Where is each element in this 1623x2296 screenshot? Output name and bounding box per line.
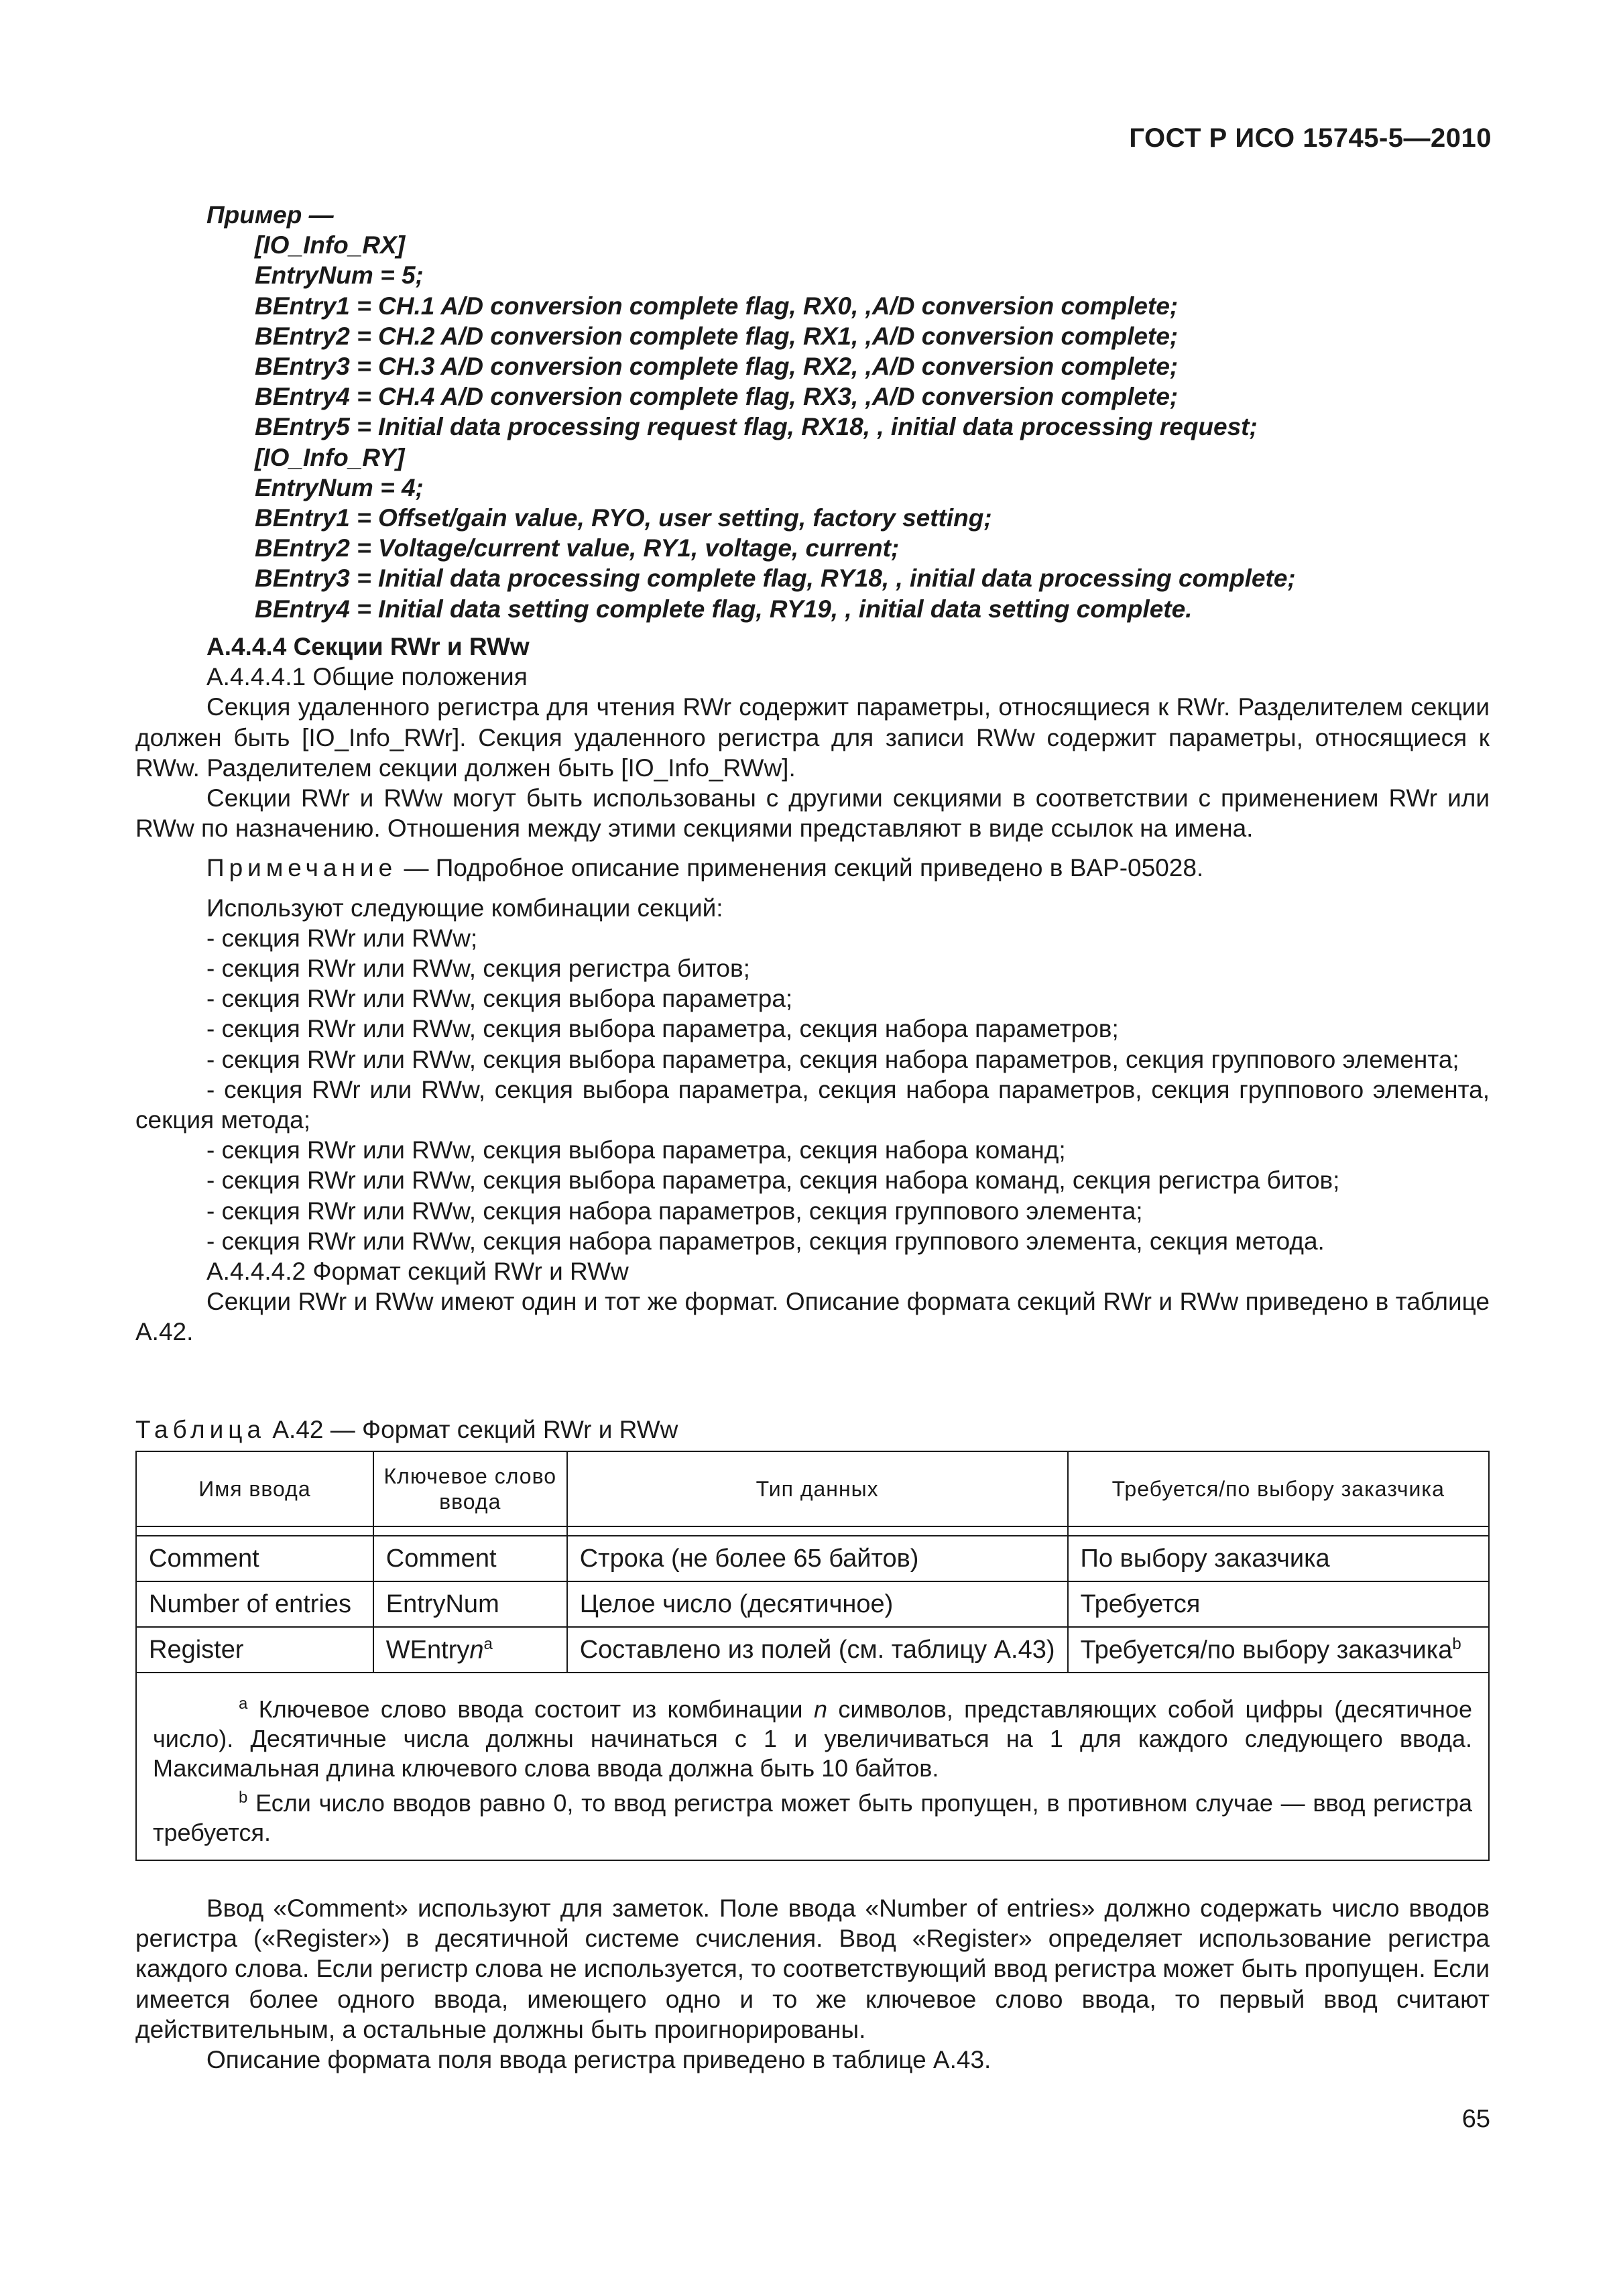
footnote-b: [153, 1783, 1472, 1848]
paragraph: Описание формата поля ввода регистра приведено в таблице А.43.: [206, 2046, 991, 2074]
table-cell: Требуется: [1068, 1581, 1489, 1627]
table-footnote-row: [136, 1673, 1489, 1860]
paragraph: Секция удаленного регистра для чтения RWr содержит параметры, относящиеся к RWr. Разделителем секции должен быть [IO_Info_RWr]. Секция удаленного регистра для записи RWw содержит параметры, относящиеся к RWw. Разделителем секции должен быть [IO_Info_RWw].: [135, 693, 1490, 782]
requirement-text: Требуется/по выбору заказчика: [1080, 1636, 1453, 1665]
table-cell: [373, 1627, 567, 1673]
note: [135, 853, 1490, 883]
table-caption: [135, 1416, 678, 1444]
footnote-b-marker: b: [239, 1789, 248, 1807]
list-intro: Используют следующие комбинации секций:: [206, 894, 723, 922]
list-item: - секция RWr или RWw, секция регистра битов;: [206, 955, 750, 983]
table-cell: [1068, 1627, 1489, 1673]
list-item: - секция RWr или RWw, секция выбора параметра, секция набора команд;: [206, 1136, 1066, 1164]
list-item: - секция RWr или RWw, секция набора параметров, секция группового элемента, секция метода.: [206, 1227, 1325, 1255]
example-line: BEntry3 = CH.3 A/D conversion complete flag, RX2, ,A/D conversion complete;: [255, 353, 1179, 381]
section-body: [135, 631, 1490, 1347]
table-cell: Comment: [136, 1536, 373, 1581]
table-header-cell: Ключевое слово ввода: [373, 1451, 567, 1526]
section-heading: A.4.4.4 Секции RWr и RWw: [206, 633, 530, 660]
table-cell: По выбору заказчика: [1068, 1536, 1489, 1581]
example-line: [IO_Info_RX]: [255, 231, 406, 259]
table-cell: Number of entries: [136, 1581, 373, 1627]
footnote-a-text-cont: символов, представляющих собой цифры (десятичное число). Десятичные числа должны начинаться с 1 и увеличиваться на 1 для каждого следующего ввода. Максимальная длина ключевого слова ввода должна быть 10 байтов.: [153, 1695, 1472, 1782]
list-item: - секция RWr или RWw, секция выбора параметра, секция набора команд, секция регистра битов;: [206, 1166, 1340, 1195]
table-cell: Целое число (десятичное): [567, 1581, 1068, 1627]
page-number: 65: [1461, 2105, 1490, 2133]
footnote-marker-b: b: [1452, 1634, 1461, 1653]
example-line: [IO_Info_RY]: [255, 443, 405, 471]
table-spacer-row: [136, 1526, 1489, 1536]
table-header-cell: Тип данных: [567, 1451, 1068, 1526]
list-item: - секция RWr или RWw;: [206, 924, 478, 952]
paragraph: Ввод «Comment» используют для заметок. Поле ввода «Number of entries» должно содержать число вводов регистра («Register») в десятичной системе счисления. Ввод «Register» определяет использование регистра каждого слова. Если регистр слова не используется, то соответствующий ввод регистра может быть пропущен. Если имеется более одного ввода, имеющего одно и то же ключевое слово ввода, то первый ввод считают действительным, а остальные должны быть проигнорированы.: [135, 1894, 1490, 2043]
example-line: BEntry2 = Voltage/current value, RY1, voltage, current;: [255, 534, 900, 562]
format-table: [135, 1451, 1490, 1861]
table-row: [136, 1627, 1489, 1673]
list-item: - секция RWr или RWw, секция выбора параметра, секция набора параметров;: [206, 1015, 1119, 1043]
table-cell: Register: [136, 1627, 373, 1673]
subsection-heading: A.4.4.4.1 Общие положения: [206, 663, 528, 691]
keyword-text: WEntry: [385, 1636, 470, 1665]
footnote-a-variable: n: [813, 1695, 827, 1723]
subsection-heading: A.4.4.4.2 Формат секций RWr и RWw: [206, 1258, 629, 1286]
paragraph: Секции RWr и RWw имеют один и тот же формат. Описание формата секций RWr и RWw приведено в таблице А.42.: [135, 1288, 1490, 1346]
table-header-cell: Имя ввода: [136, 1451, 373, 1526]
footnote-a-text: Ключевое слово ввода состоит из комбинации: [247, 1695, 814, 1723]
table-caption-label: Таблица: [135, 1416, 266, 1443]
example-line: BEntry1 = CH.1 A/D conversion complete flag, RX0, ,A/D conversion complete;: [255, 292, 1179, 320]
table-header-cell: Требуется/по выбору заказчика: [1068, 1451, 1489, 1526]
list-item: - секция RWr или RWw, секция набора параметров, секция группового элемента;: [206, 1197, 1143, 1225]
keyword-variable: n: [469, 1636, 484, 1665]
example-line: EntryNum = 5;: [255, 261, 424, 290]
table-row: [136, 1536, 1489, 1581]
footnote-b-text: Если число вводов равно 0, то ввод регистра может быть пропущен, в противном случае — ввод регистра требуется.: [153, 1789, 1472, 1846]
paragraph: Секции RWr и RWw могут быть использованы с другими секциями в соответствии с применением RWr или RWw по назначению. Отношения между этими секциями представляют в виде ссылок на имена.: [135, 784, 1490, 843]
table-cell: EntryNum: [373, 1581, 567, 1627]
table-footnotes: [136, 1673, 1489, 1860]
note-text: — Подробное описание применения секций приведено в BAP-05028.: [397, 854, 1204, 882]
example-line: BEntry2 = CH.2 A/D conversion complete flag, RX1, ,A/D conversion complete;: [255, 322, 1179, 350]
example-line: BEntry1 = Offset/gain value, RYO, user setting, factory setting;: [255, 504, 992, 532]
footnote-a: [153, 1689, 1472, 1783]
example-line: EntryNum = 4;: [255, 473, 424, 501]
example-line: BEntry4 = Initial data setting complete flag, RY19, , initial data setting complete.: [255, 595, 1193, 623]
table-caption-text: A.42 — Формат секций RWr и RWw: [265, 1416, 678, 1443]
document-header: ГОСТ Р ИСО 15745-5—2010: [1129, 123, 1492, 153]
example-block: [206, 200, 1520, 624]
table-header-row: [136, 1451, 1489, 1526]
footnote-marker-a: a: [483, 1634, 493, 1653]
example-title: Пример —: [206, 201, 334, 229]
example-line: BEntry3 = Initial data processing complete flag, RY18, , initial data processing complete;: [255, 564, 1296, 593]
after-table-text: [135, 1893, 1490, 2075]
table-row: [136, 1581, 1489, 1627]
example-line: BEntry5 = Initial data processing request flag, RX18, , initial data processing request;: [255, 413, 1258, 441]
list-item: - секция RWr или RWw, секция выбора параметра, секция набора параметров, секция группового элемента;: [206, 1045, 1459, 1073]
list-item: - секция RWr или RWw, секция выбора параметра, секция набора параметров, секция группового элемента, секция метода;: [135, 1075, 1490, 1134]
note-label: Примечание: [206, 854, 398, 882]
table-cell: Составлено из полей (см. таблицу А.43): [567, 1627, 1068, 1673]
list-item: - секция RWr или RWw, секция выбора параметра;: [206, 985, 793, 1013]
example-line: BEntry4 = CH.4 A/D conversion complete flag, RX3, ,A/D conversion complete;: [255, 383, 1179, 411]
table-cell: Comment: [373, 1536, 567, 1581]
table-cell: Строка (не более 65 байтов): [567, 1536, 1068, 1581]
footnote-a-marker: a: [239, 1695, 248, 1713]
